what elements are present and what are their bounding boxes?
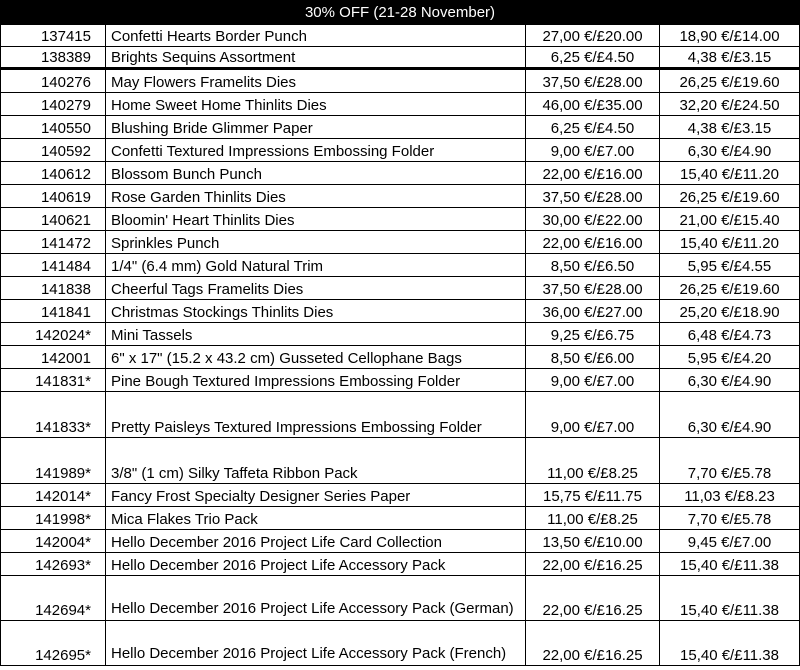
sale-price: 4,38 €/£3.15 xyxy=(660,47,800,69)
item-code: 138389 xyxy=(1,47,106,69)
item-name: May Flowers Framelits Dies xyxy=(106,69,526,93)
sale-price: 5,95 €/£4.20 xyxy=(660,346,800,369)
table-row xyxy=(1,621,800,666)
item-code: 140550 xyxy=(1,116,106,139)
item-name: Hello December 2016 Project Life Accessory Pack xyxy=(106,553,526,576)
table-row xyxy=(1,162,800,185)
regular-price: 30,00 €/£22.00 xyxy=(526,208,660,231)
table-row xyxy=(1,438,800,484)
regular-price: 37,50 €/£28.00 xyxy=(526,69,660,93)
item-code: 141484 xyxy=(1,254,106,277)
regular-price: 8,50 €/£6.00 xyxy=(526,346,660,369)
sale-price: 18,90 €/£14.00 xyxy=(660,25,800,47)
item-code: 141841 xyxy=(1,300,106,323)
regular-price: 27,00 €/£20.00 xyxy=(526,25,660,47)
item-code: 140621 xyxy=(1,208,106,231)
sale-price: 15,40 €/£11.38 xyxy=(660,553,800,576)
regular-price: 37,50 €/£28.00 xyxy=(526,277,660,300)
regular-price: 22,00 €/£16.25 xyxy=(526,576,660,621)
item-name: 1/4" (6.4 mm) Gold Natural Trim xyxy=(106,254,526,277)
sale-price: 26,25 €/£19.60 xyxy=(660,277,800,300)
item-code: 142693* xyxy=(1,553,106,576)
item-code: 137415 xyxy=(1,25,106,47)
table-row xyxy=(1,346,800,369)
table-row xyxy=(1,507,800,530)
item-code: 140619 xyxy=(1,185,106,208)
regular-price: 22,00 €/£16.00 xyxy=(526,231,660,254)
sale-price: 15,40 €/£11.20 xyxy=(660,162,800,185)
sale-price: 11,03 €/£8.23 xyxy=(660,484,800,507)
header-row xyxy=(1,1,800,25)
item-name: Home Sweet Home Thinlits Dies xyxy=(106,93,526,116)
regular-price: 9,25 €/£6.75 xyxy=(526,323,660,346)
regular-price: 11,00 €/£8.25 xyxy=(526,507,660,530)
regular-price: 36,00 €/£27.00 xyxy=(526,300,660,323)
item-name: 6" x 17" (15.2 x 43.2 cm) Gusseted Cellophane Bags xyxy=(106,346,526,369)
item-code: 142014* xyxy=(1,484,106,507)
regular-price: 15,75 €/£11.75 xyxy=(526,484,660,507)
regular-price: 8,50 €/£6.50 xyxy=(526,254,660,277)
item-name: Hello December 2016 Project Life Card Collection xyxy=(106,530,526,553)
sale-price: 15,40 €/£11.38 xyxy=(660,621,800,666)
table-row xyxy=(1,208,800,231)
sale-price: 5,95 €/£4.55 xyxy=(660,254,800,277)
table-row xyxy=(1,254,800,277)
sale-price: 6,30 €/£4.90 xyxy=(660,369,800,392)
table-row xyxy=(1,369,800,392)
sale-price: 6,30 €/£4.90 xyxy=(660,139,800,162)
sale-price: 7,70 €/£5.78 xyxy=(660,438,800,484)
item-name: Blushing Bride Glimmer Paper xyxy=(106,116,526,139)
table-row xyxy=(1,300,800,323)
table-row xyxy=(1,484,800,507)
table-row xyxy=(1,47,800,69)
regular-price: 22,00 €/£16.25 xyxy=(526,553,660,576)
regular-price: 11,00 €/£8.25 xyxy=(526,438,660,484)
sale-price: 7,70 €/£5.78 xyxy=(660,507,800,530)
item-name: Mini Tassels xyxy=(106,323,526,346)
sale-price: 25,20 €/£18.90 xyxy=(660,300,800,323)
item-code: 140279 xyxy=(1,93,106,116)
sale-price: 26,25 €/£19.60 xyxy=(660,69,800,93)
item-name: Confetti Hearts Border Punch xyxy=(106,25,526,47)
item-code: 141831* xyxy=(1,369,106,392)
item-code: 141998* xyxy=(1,507,106,530)
regular-price: 6,25 €/£4.50 xyxy=(526,116,660,139)
table-row xyxy=(1,69,800,93)
regular-price: 6,25 €/£4.50 xyxy=(526,47,660,69)
item-code: 141989* xyxy=(1,438,106,484)
item-code: 140276 xyxy=(1,69,106,93)
regular-price: 46,00 €/£35.00 xyxy=(526,93,660,116)
item-name: Rose Garden Thinlits Dies xyxy=(106,185,526,208)
item-name: Bloomin' Heart Thinlits Dies xyxy=(106,208,526,231)
regular-price: 22,00 €/£16.00 xyxy=(526,162,660,185)
item-name: Hello December 2016 Project Life Accessory Pack (German) xyxy=(106,576,526,621)
regular-price: 22,00 €/£16.25 xyxy=(526,621,660,666)
table-row xyxy=(1,576,800,621)
item-name: Cheerful Tags Framelits Dies xyxy=(106,277,526,300)
sale-price: 15,40 €/£11.20 xyxy=(660,231,800,254)
item-code: 140612 xyxy=(1,162,106,185)
sale-price: 6,48 €/£4.73 xyxy=(660,323,800,346)
sale-price: 4,38 €/£3.15 xyxy=(660,116,800,139)
sale-price: 21,00 €/£15.40 xyxy=(660,208,800,231)
item-code: 142024* xyxy=(1,323,106,346)
item-name: Brights Sequins Assortment xyxy=(106,47,526,69)
item-name: 3/8" (1 cm) Silky Taffeta Ribbon Pack xyxy=(106,438,526,484)
sale-price: 6,30 €/£4.90 xyxy=(660,392,800,438)
regular-price: 13,50 €/£10.00 xyxy=(526,530,660,553)
item-code: 142695* xyxy=(1,621,106,666)
table-row xyxy=(1,25,800,47)
item-name: Pine Bough Textured Impressions Embossing Folder xyxy=(106,369,526,392)
item-name: Mica Flakes Trio Pack xyxy=(106,507,526,530)
item-name: Pretty Paisleys Textured Impressions Embossing Folder xyxy=(106,392,526,438)
item-name: Blossom Bunch Punch xyxy=(106,162,526,185)
item-code: 140592 xyxy=(1,139,106,162)
table-row xyxy=(1,93,800,116)
table-row xyxy=(1,116,800,139)
item-name: Fancy Frost Specialty Designer Series Paper xyxy=(106,484,526,507)
sale-price: 9,45 €/£7.00 xyxy=(660,530,800,553)
sale-price: 32,20 €/£24.50 xyxy=(660,93,800,116)
table-row xyxy=(1,553,800,576)
item-name: Confetti Textured Impressions Embossing Folder xyxy=(106,139,526,162)
item-code: 142004* xyxy=(1,530,106,553)
item-code: 141472 xyxy=(1,231,106,254)
item-code: 141838 xyxy=(1,277,106,300)
item-code: 142001 xyxy=(1,346,106,369)
regular-price: 9,00 €/£7.00 xyxy=(526,369,660,392)
table-row xyxy=(1,231,800,254)
regular-price: 37,50 €/£28.00 xyxy=(526,185,660,208)
item-name: Hello December 2016 Project Life Accessory Pack (French) xyxy=(106,621,526,666)
table-row xyxy=(1,139,800,162)
regular-price: 9,00 €/£7.00 xyxy=(526,139,660,162)
sale-price: 15,40 €/£11.38 xyxy=(660,576,800,621)
item-name: Sprinkles Punch xyxy=(106,231,526,254)
table-row xyxy=(1,392,800,438)
item-name: Christmas Stockings Thinlits Dies xyxy=(106,300,526,323)
item-code: 142694* xyxy=(1,576,106,621)
regular-price: 9,00 €/£7.00 xyxy=(526,392,660,438)
table-row xyxy=(1,530,800,553)
table-row xyxy=(1,277,800,300)
sale-price: 26,25 €/£19.60 xyxy=(660,185,800,208)
table-row xyxy=(1,185,800,208)
item-code: 141833* xyxy=(1,392,106,438)
sale-header-title: 30% OFF (21-28 November) xyxy=(1,1,800,25)
table-row xyxy=(1,323,800,346)
